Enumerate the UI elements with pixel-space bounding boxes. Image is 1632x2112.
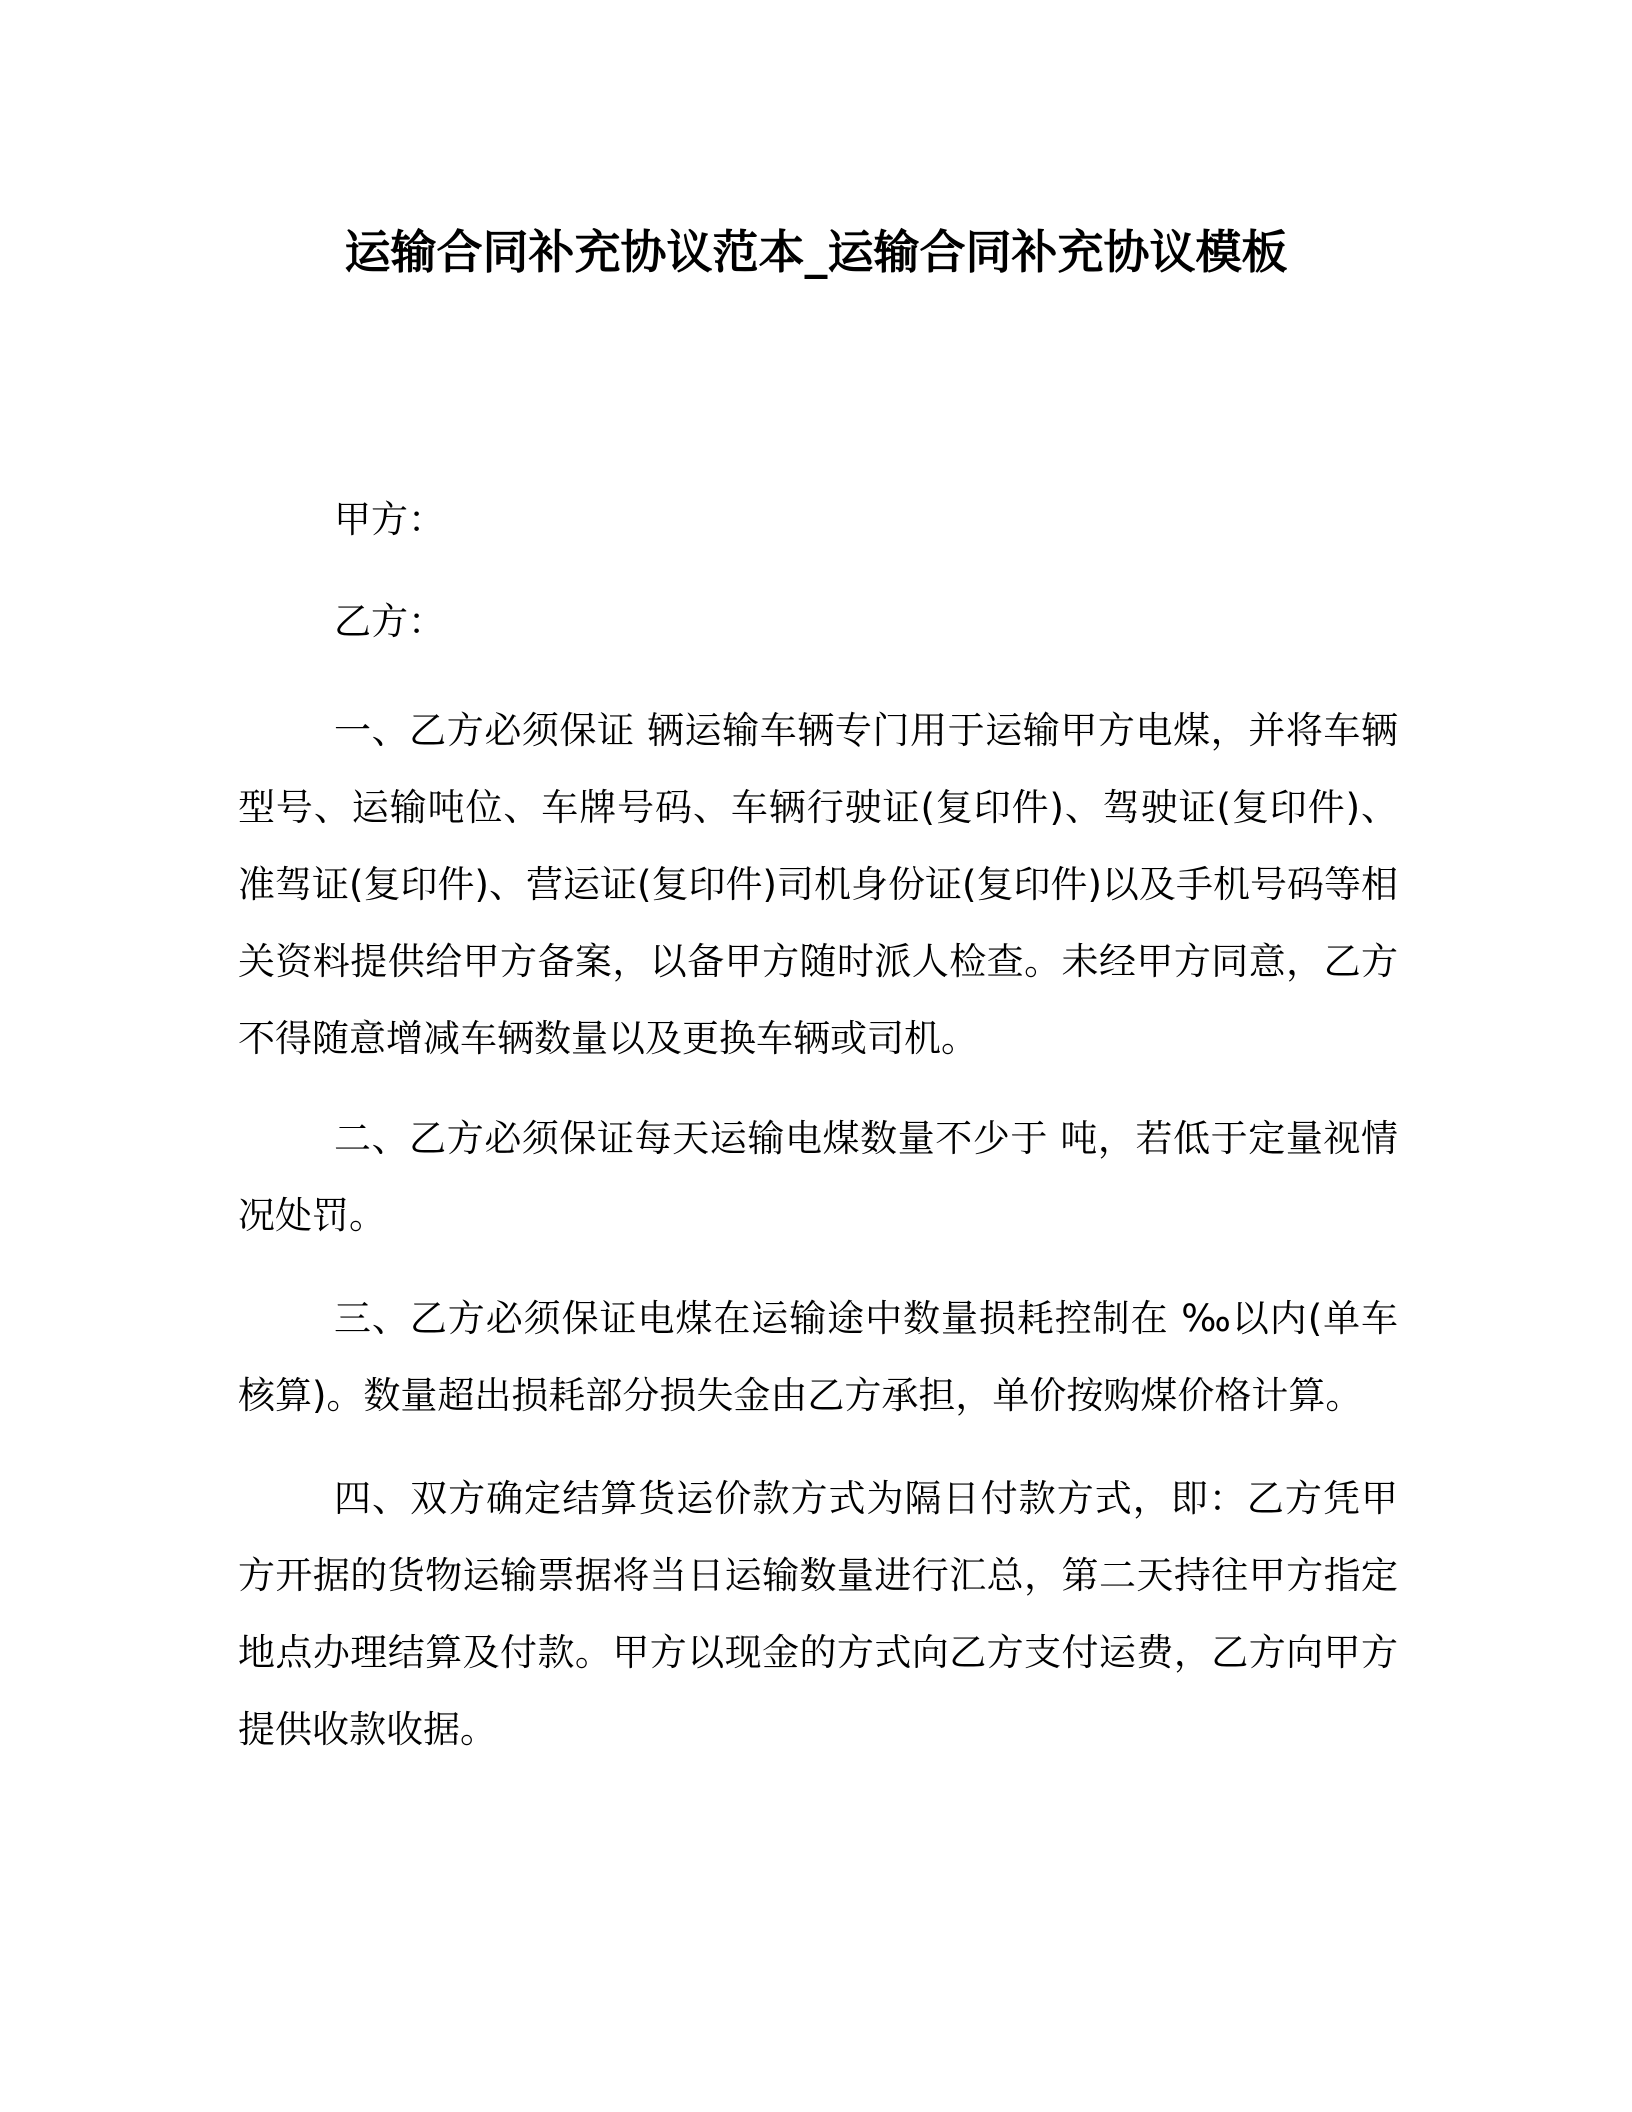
party-b-label: 乙方：	[334, 600, 445, 643]
party-a-label: 甲方：	[334, 498, 445, 541]
clause-3: 三、乙方必须保证电煤在运输途中数量损耗控制在 ‰以内(单车核算)。数量超出损耗部分损失金由乙方承担，单价按购煤价格计算。	[238, 1297, 1398, 1417]
document-title: 运输合同补充协议范本_运输合同补充协议模板	[344, 225, 1288, 279]
clause-2: 二、乙方必须保证每天运输电煤数量不少于 吨，若低于定量视情况处罚。	[238, 1117, 1398, 1237]
clause-4: 四、双方确定结算货运价款方式为隔日付款方式，即：乙方凭甲方开据的货物运输票据将当日运输数量进行汇总，第二天持往甲方指定地点办理结算及付款。甲方以现金的方式向乙方支付运费，乙方向甲方提供收款收据。	[238, 1477, 1398, 1751]
clause-1: 一、乙方必须保证 辆运输车辆专门用于运输甲方电煤，并将车辆型号、运输吨位、车牌号码、车辆行驶证(复印件)、驾驶证(复印件)、准驾证(复印件)、营运证(复印件)司机身份证(复印件)以及手机号码等相关资料提供给甲方备案，以备甲方随时派人检查。未经甲方同意，乙方不得随意增减车辆数量以及更换车辆或司机。	[238, 709, 1398, 1060]
